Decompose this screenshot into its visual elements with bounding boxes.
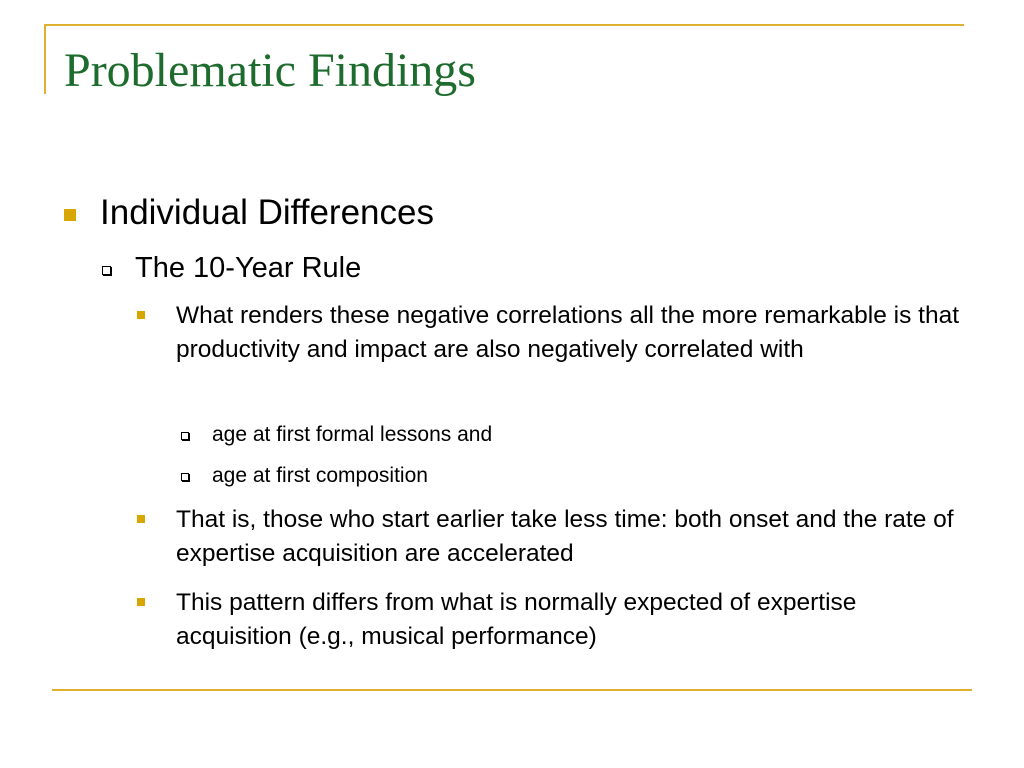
hollow-square-bullet-icon [181, 473, 189, 481]
bullet-text: age at first composition [212, 464, 428, 487]
bullet-first-formal-lessons [181, 420, 961, 450]
frame-left-line [44, 24, 46, 94]
frame-top-line [44, 24, 964, 26]
hollow-square-bullet-icon [181, 432, 189, 440]
bullet-text: age at first formal lessons and [212, 423, 493, 446]
square-bullet-icon [137, 311, 145, 319]
bullet-start-earlier [137, 503, 967, 571]
bullet-ten-year-rule [102, 249, 962, 287]
frame-bottom-line [52, 689, 972, 691]
bullet-first-composition [181, 461, 961, 491]
bullet-individual-differences [64, 191, 964, 235]
slide-title: Problematic Findings [64, 44, 476, 97]
bullet-negative-correlations [137, 299, 967, 367]
bullet-text: What renders these negative correlations all the more remarkable is that productivity and impact are also negatively correlated with [176, 302, 960, 363]
square-bullet-icon [64, 209, 76, 221]
bullet-text: That is, those who start earlier take less time: both onset and the rate of expertise acquisition are accelerated [176, 506, 954, 567]
square-bullet-icon [137, 515, 145, 523]
bullet-text: The 10-Year Rule [135, 252, 362, 284]
bullet-pattern-differs [137, 586, 967, 654]
bullet-text: This pattern differs from what is normally expected of expertise acquisition (e.g., musical performance) [176, 589, 857, 650]
square-bullet-icon [137, 598, 145, 606]
hollow-square-bullet-icon [102, 266, 111, 275]
bullet-text: Individual Differences [100, 193, 434, 232]
